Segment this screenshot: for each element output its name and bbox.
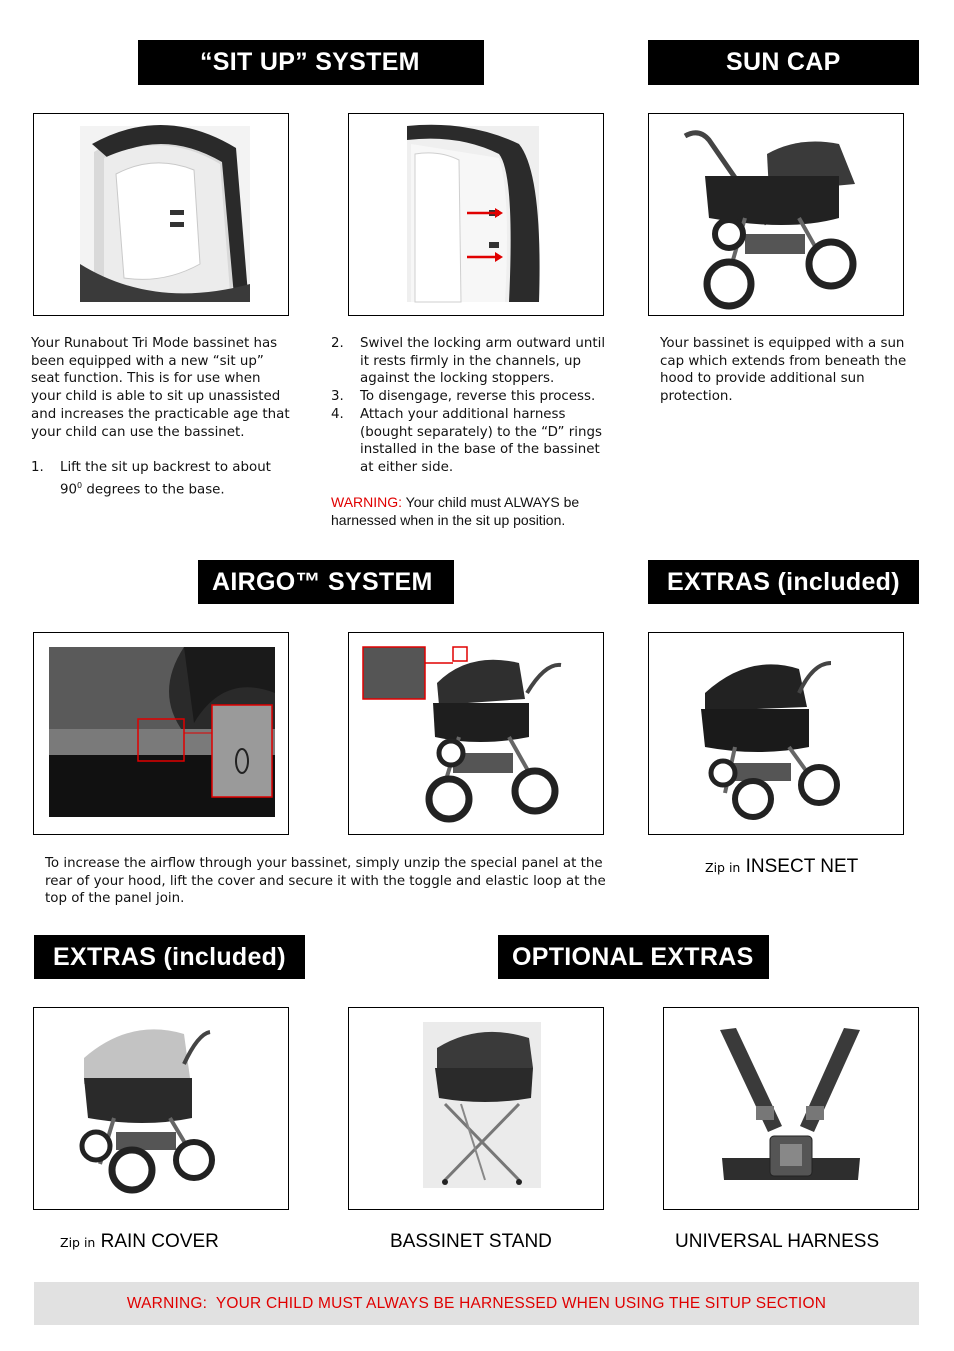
rain-cover-caption: Zip in RAIN COVER [60, 1231, 219, 1252]
sit-up-intro-text: Your Runabout Tri Mode bassinet has been equipped with a new “sit up” seat function. This is for use when your child is able to sit up unassisted and increases the practicable age that your child can use the bassinet. 1. Lift the sit up backrest to about $90^0$ degrees to the base. [31, 335, 293, 499]
sun-cap-text: Your bassinet is equipped with a sun cap which extends from beneath the hood to provide additional sun protection. [660, 336, 907, 405]
universal-harness-caption: UNIVERSAL HARNESS [675, 1231, 880, 1252]
bassinet-stand-photo [348, 1007, 604, 1210]
rain-cover-stroller-image [34, 1008, 288, 1209]
footer-warning-bar [34, 1282, 919, 1325]
sit-up-backrest-photo [33, 113, 289, 316]
airgo-text: To increase the airflow through your bassinet, simply unzip the special panel at the rear of your hood, lift the cover and secure it with the toggle and elastic loop at the top of the panel join. [45, 856, 606, 907]
extras-included-heading: EXTRAS (included) [648, 560, 919, 604]
sit-up-warning: WARNING: Your child must ALWAYS be harnessed when in the sit up position. [331, 494, 580, 529]
harness-image [664, 1008, 918, 1209]
insect-net-caption: Zip in INSECT NET [705, 856, 859, 877]
extras-included-heading-2: EXTRAS (included) [34, 935, 305, 979]
sit-up-step-1: 1. Lift the sit up backrest to about $90^0$ degrees to the base. [31, 459, 271, 498]
airgo-system-heading: AIRGO™ SYSTEM [198, 560, 454, 604]
bassinet-interior-image [34, 114, 288, 315]
airgo-vent-image [34, 633, 288, 834]
insect-net-photo [648, 632, 904, 835]
bassinet-locking-arm-image [349, 114, 603, 315]
sit-up-step-2: 2. Swivel the locking arm outward until it rests firmly in the channels, up against the locking stoppers. [331, 336, 606, 387]
locking-arm-photo [348, 113, 604, 316]
bassinet-stand-caption: BASSINET STAND [390, 1231, 552, 1252]
footer-warning-text: WARNING: YOUR CHILD MUST ALWAYS BE HARNESSED WHEN USING THE SITUP SECTION [126, 1294, 827, 1312]
sit-up-system-heading: “SIT UP” SYSTEM [138, 40, 484, 85]
airgo-stroller-image [349, 633, 603, 834]
optional-extras-heading: OPTIONAL EXTRAS [498, 935, 769, 979]
insect-net-stroller-image [649, 633, 903, 834]
sit-up-step-4: 4. Attach your additional harness (bought separately) to the “D” rings installed in the base of the bassinet at either side. [331, 406, 602, 475]
stroller-sun-cap-image [649, 114, 903, 315]
rain-cover-photo [33, 1007, 289, 1210]
airgo-panel-photo [33, 632, 289, 835]
sit-up-steps-text [331, 335, 616, 530]
sit-up-step-3: 3. To disengage, reverse this process. [331, 389, 596, 405]
bassinet-stand-image [349, 1008, 603, 1209]
sun-cap-photo [648, 113, 904, 316]
sun-cap-heading: SUN CAP [648, 40, 919, 85]
universal-harness-photo [663, 1007, 919, 1210]
airgo-stroller-photo [348, 632, 604, 835]
